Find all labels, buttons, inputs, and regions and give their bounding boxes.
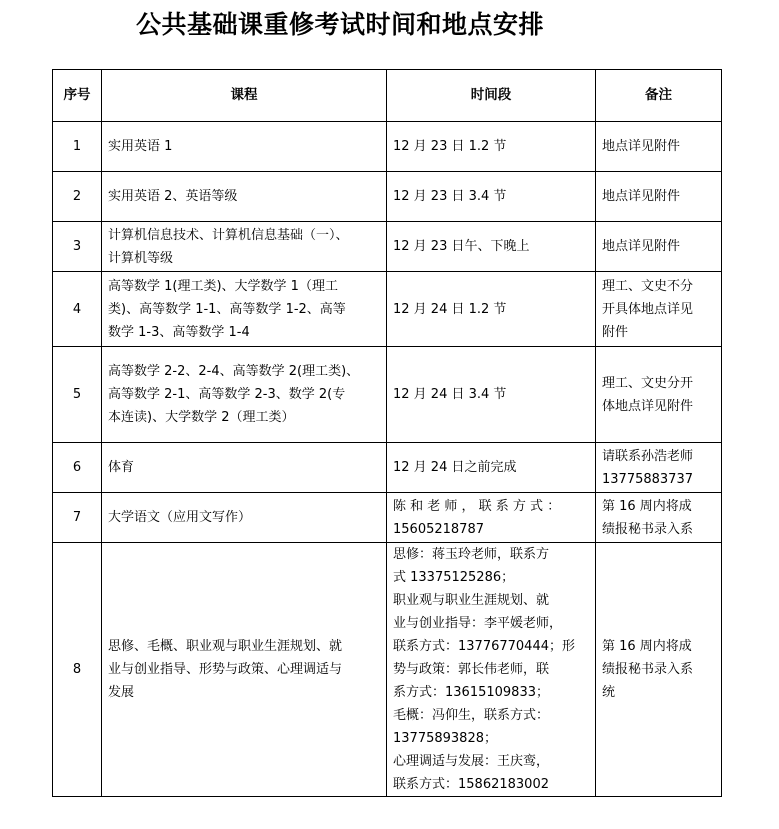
table-row [53,443,722,493]
course-line: 高等数学 2-1、高等数学 2-3、数学 2(专 [108,387,346,402]
time-cell [387,543,596,797]
table-row [53,122,722,172]
course-cell [102,172,387,222]
time-line: 业与创业指导：李平媛老师， [393,616,563,631]
time-cell [387,272,596,347]
time-line: 12 月 24 日之前完成 [393,460,517,475]
note-cell [596,172,722,222]
note-cell [596,443,722,493]
note-line: 开具体地点详见 [602,301,694,317]
time-cell [387,443,596,493]
time-line: 15605218787 [393,521,484,537]
course-cell [102,543,387,797]
course-cell [102,122,387,172]
course-line: 本连读)、大学数学 2（理工类） [108,410,295,425]
time-line: 心理调适与发展：王庆鸾， [393,754,550,769]
time-line: 势与政策：郭长伟老师，联 [393,662,550,677]
course-line: 计算机信息技术、计算机信息基础（一）、 [108,227,349,243]
note-cell [596,272,722,347]
note-line: 13775883737 [602,471,693,487]
time-cell [387,493,596,543]
note-cell [596,493,722,543]
course-line: 数学 1-3、高等数学 1-4 [108,324,250,340]
note-line: 绩报秘书录入系 [602,662,694,677]
time-cell [387,222,596,272]
course-cell [102,222,387,272]
row-number: 1 [53,122,102,172]
time-line: 13775893828； [393,731,497,746]
time-line: 12 月 23 日午、下晚上 [393,239,530,254]
table-row [53,347,722,443]
note-line: 绩报秘书录入系 [602,521,694,537]
note-cell [596,347,722,443]
time-line: 系方式：13615109833； [393,685,549,700]
note-line: 地点详见附件 [602,189,681,204]
header-course: 课程 [102,70,387,122]
row-number: 3 [53,222,102,272]
time-line: 联系方式：15862183002 [393,777,549,792]
course-line: 计算机等级 [108,250,174,266]
time-cell [387,347,596,443]
time-line: 思修：蒋玉玲老师，联系方 [393,547,550,562]
table-row [53,222,722,272]
note-line: 体地点详见附件 [602,398,694,414]
row-number: 8 [53,543,102,797]
course-line: 实用英语 2、英语等级 [108,189,238,204]
time-line: 式 13375125286； [393,570,515,585]
time-line: 陈 和 老 师 ， 联 系 方 式 ： [393,498,561,514]
course-cell [102,443,387,493]
time-line: 联系方式：13776770444；形 [393,639,575,654]
header-note: 备注 [596,70,722,122]
header-no: 序号 [53,70,102,122]
course-cell [102,493,387,543]
course-line: 发展 [108,685,135,700]
note-line: 理工、文史不分 [602,278,694,294]
row-number: 7 [53,493,102,543]
time-line: 12 月 24 日 3.4 节 [393,387,507,402]
time-cell [387,172,596,222]
row-number: 5 [53,347,102,443]
page-title: 公共基础课重修考试时间和地点安排 [136,10,545,39]
time-line: 职业观与职业生涯规划、就 [393,593,550,608]
note-line: 附件 [602,324,629,340]
header-time: 时间段 [387,70,596,122]
note-line: 统 [602,685,616,700]
time-line: 12 月 24 日 1.2 节 [393,301,507,317]
course-cell [102,347,387,443]
course-line: 实用英语 1 [108,139,173,154]
row-number: 4 [53,272,102,347]
row-number: 2 [53,172,102,222]
note-line: 请联系孙浩老师 [602,448,694,464]
note-line: 地点详见附件 [602,139,681,154]
schedule-table [52,69,722,797]
time-line: 12 月 23 日 1.2 节 [393,139,507,154]
course-line: 思修、毛概、职业观与职业生涯规划、就 [108,639,343,654]
table-row [53,543,722,797]
note-cell [596,222,722,272]
course-line: 高等数学 2-2、2-4、高等数学 2(理工类)、 [108,364,360,379]
table-row [53,272,722,347]
table-header-row [53,70,722,122]
row-number: 6 [53,443,102,493]
course-line: 类)、高等数学 1-1、高等数学 1-2、高等 [108,301,346,317]
course-line: 业与创业指导、形势与政策、心理调适与 [108,662,343,677]
course-cell [102,272,387,347]
time-line: 12 月 23 日 3.4 节 [393,189,507,204]
table-row [53,493,722,543]
note-cell [596,543,722,797]
course-line: 体育 [108,460,135,475]
note-cell [596,122,722,172]
course-line: 高等数学 1(理工类)、大学数学 1（理工 [108,278,338,294]
note-line: 第 16 周内将成 [602,639,692,654]
course-line: 大学语文（应用文写作） [108,510,252,525]
time-line: 毛概：冯仰生，联系方式： [393,708,550,723]
note-line: 第 16 周内将成 [602,498,692,514]
note-line: 地点详见附件 [602,239,681,254]
time-cell [387,122,596,172]
table-row [53,172,722,222]
note-line: 理工、文史分开 [602,375,694,391]
